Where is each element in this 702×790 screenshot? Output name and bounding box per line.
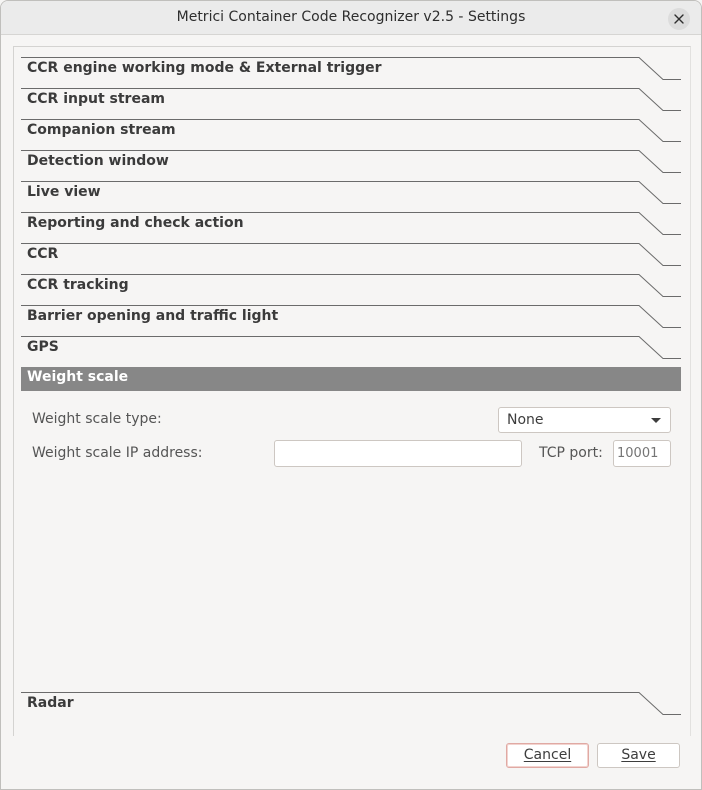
save-button[interactable]	[597, 743, 680, 768]
save-button-label: Save	[621, 747, 656, 763]
section-label: CCR input stream	[27, 91, 165, 107]
section-barrier[interactable]	[21, 305, 681, 336]
tcp-port-input[interactable]	[613, 440, 671, 467]
weight-scale-ip-input[interactable]	[274, 440, 522, 467]
cancel-button-label: Cancel	[523, 747, 572, 763]
cancel-button[interactable]	[506, 743, 589, 768]
section-label: CCR engine working mode & External trigger	[27, 60, 382, 76]
section-label: Weight scale	[27, 369, 129, 385]
section-label: GPS	[27, 339, 59, 355]
tcp-port-label: TCP port:	[539, 445, 603, 461]
chevron-down-icon	[651, 418, 661, 423]
section-label: Live view	[27, 184, 101, 200]
weight-scale-type-value: None	[507, 412, 544, 428]
weight-scale-type-select[interactable]	[498, 407, 671, 433]
section-label: Radar	[27, 695, 74, 711]
section-ccr-input-stream[interactable]	[21, 88, 681, 119]
window-title: Metrici Container Code Recognizer v2.5 - Settings	[176, 9, 526, 25]
section-companion-stream[interactable]	[21, 119, 681, 150]
section-ccr[interactable]	[21, 243, 681, 274]
section-label: Companion stream	[27, 122, 176, 138]
section-gps[interactable]	[21, 336, 681, 367]
weight-scale-type-label: Weight scale type:	[32, 411, 162, 427]
section-ccr-engine[interactable]	[21, 57, 681, 88]
section-detection-window[interactable]	[21, 150, 681, 181]
title-bar	[1, 1, 701, 35]
section-weight-scale[interactable]	[21, 367, 681, 391]
section-ccr-tracking[interactable]	[21, 274, 681, 305]
section-label: CCR	[27, 246, 59, 262]
section-label: Barrier opening and traffic light	[27, 308, 279, 324]
section-reporting[interactable]	[21, 212, 681, 243]
close-icon	[674, 14, 684, 24]
weight-scale-ip-label: Weight scale IP address:	[32, 445, 203, 461]
section-label: Reporting and check action	[27, 215, 244, 231]
section-live-view[interactable]	[21, 181, 681, 212]
close-button[interactable]	[668, 8, 690, 30]
section-radar[interactable]	[21, 692, 681, 723]
section-label: CCR tracking	[27, 277, 129, 293]
section-label: Detection window	[27, 153, 169, 169]
